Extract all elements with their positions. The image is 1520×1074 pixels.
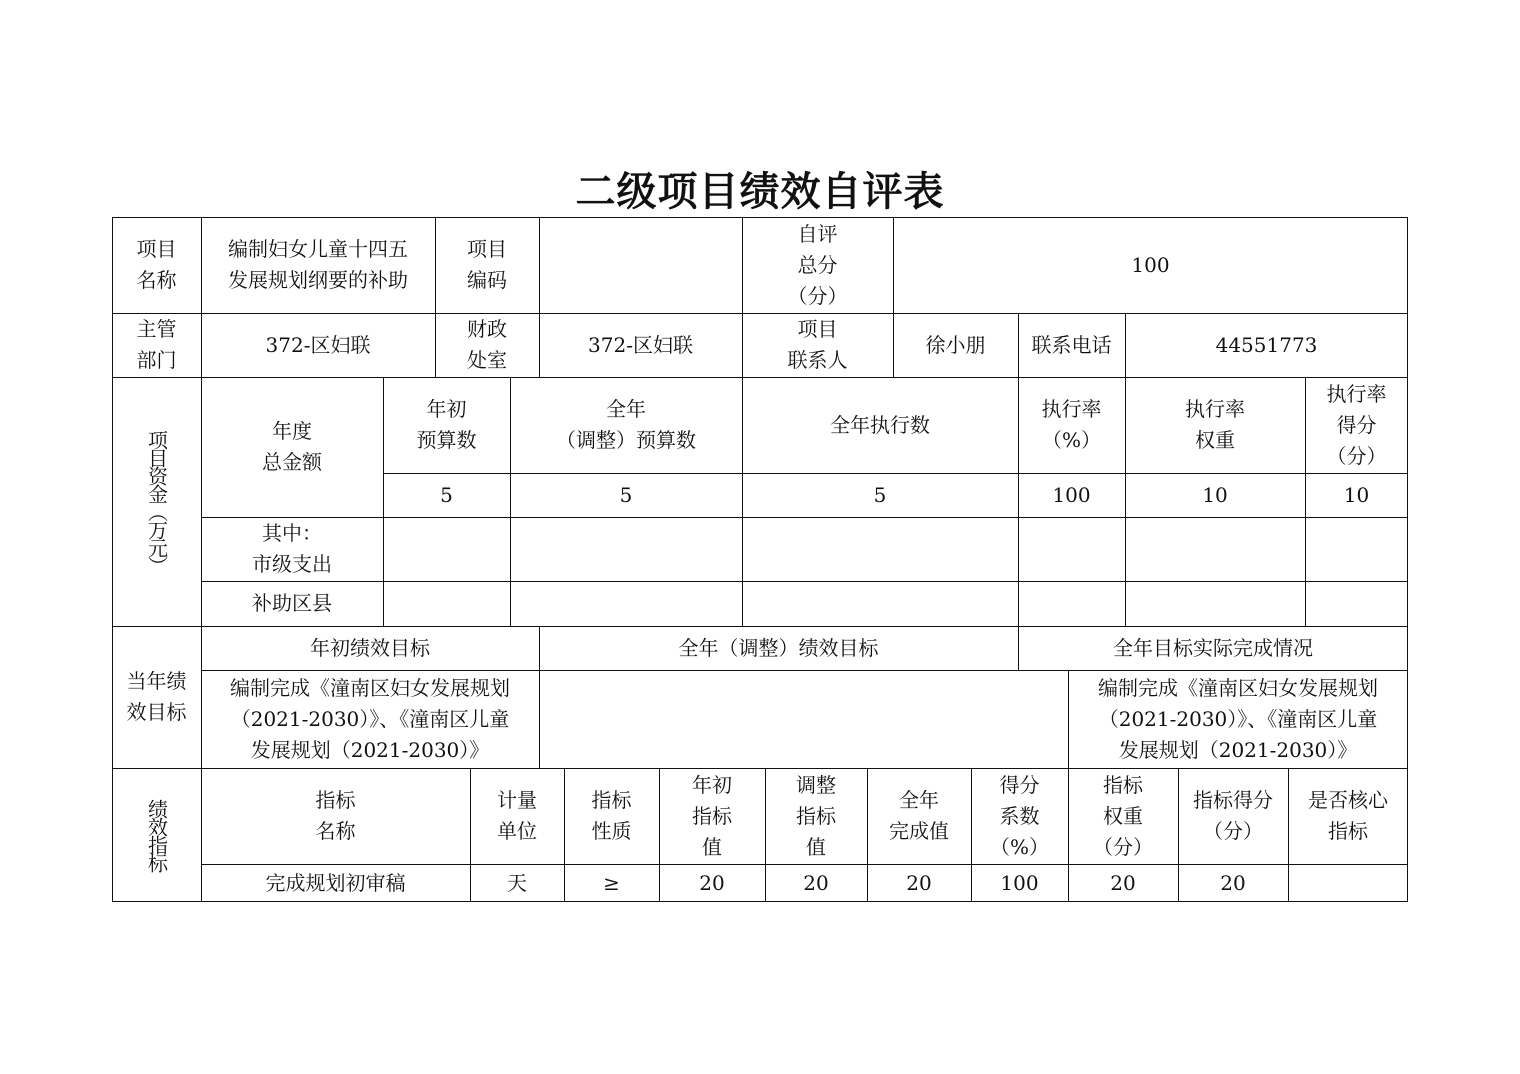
- phone-label: 联系电话: [1031, 332, 1112, 357]
- funds-weight-value: 10: [1202, 482, 1228, 507]
- rule: [1125, 313, 1126, 626]
- ind-core-header: 是否核心 指标: [1308, 788, 1388, 843]
- ind-row-unit: 天: [507, 870, 527, 895]
- project-code-value: [539, 217, 742, 313]
- goals-adjusted-header: 全年（调整）绩效目标: [678, 635, 879, 660]
- project-name-label: 项目 名称: [136, 237, 177, 292]
- funds-executed-value: 5: [873, 482, 887, 507]
- contact-label: 项目 联系人: [787, 317, 848, 372]
- rule: [1068, 670, 1069, 902]
- funds-initial-header: 年初 预算数: [416, 397, 477, 452]
- ind-score-header: 指标得分 （分）: [1193, 788, 1273, 843]
- contact-value: 徐小朋: [925, 332, 986, 357]
- ind-row-adjusted: 20: [803, 870, 829, 895]
- funds-score-header: 执行率 得分 （分）: [1326, 381, 1387, 468]
- self-score-value: 100: [1131, 252, 1170, 277]
- ind-adjusted-header: 调整 指标 值: [796, 772, 836, 859]
- goals-initial-value: 编制完成《潼南区妇女发展规划 （2021-2030）》、《潼南区儿童 发展规划（2021-2030）》: [230, 675, 510, 762]
- rule: [539, 217, 540, 377]
- ind-name-header: 指标 名称: [315, 788, 356, 843]
- rule: [470, 768, 471, 902]
- ind-nature-header: 指标 性质: [591, 788, 632, 843]
- funds-county-label: 补助区县: [252, 591, 332, 615]
- self-score-label: 自评 总分 （分）: [787, 221, 848, 308]
- rule: [112, 377, 1408, 378]
- ind-row-nature: ≥: [603, 870, 620, 895]
- ind-coef-header: 得分 系数 （%）: [989, 772, 1049, 859]
- phone-value: 44551773: [1215, 332, 1318, 357]
- rule: [1305, 377, 1306, 626]
- funds-adjusted-header: 全年 （调整）预算数: [556, 397, 696, 452]
- ind-completed-header: 全年 完成值: [889, 788, 949, 843]
- rule: [971, 768, 972, 902]
- goals-actual-header: 全年目标实际完成情况: [1113, 635, 1313, 660]
- rule: [201, 864, 1408, 865]
- ind-row-core: [1288, 864, 1408, 902]
- ind-row-completed: 20: [906, 870, 932, 895]
- ind-row-name: 完成规划初审稿: [265, 870, 406, 895]
- rule: [765, 768, 766, 902]
- rule: [659, 768, 660, 902]
- rule: [564, 768, 565, 902]
- rule: [112, 768, 1408, 769]
- funds-rate-header: 执行率 （%）: [1041, 397, 1102, 452]
- funds-city-label: 其中： 市级支出: [252, 521, 332, 576]
- goals-actual-value: 编制完成《潼南区妇女发展规划 （2021-2030）》、《潼南区儿童 发展规划（2021-2030）》: [1098, 675, 1378, 762]
- goals-initial-header: 年初绩效目标: [310, 635, 430, 660]
- rule: [1018, 313, 1019, 670]
- rule: [112, 626, 1408, 627]
- funds-side-text: 项目资金（万元）: [144, 429, 169, 574]
- rule: [539, 626, 540, 768]
- funds-initial-value: 5: [440, 482, 453, 507]
- ind-row-score: 20: [1220, 870, 1246, 895]
- ind-weight-header: 指标 权重 （分）: [1093, 772, 1153, 859]
- rule: [1178, 768, 1179, 902]
- rule: [435, 217, 436, 377]
- project-code-label: 项目 编码: [467, 237, 507, 292]
- finance-office-value: 372-区妇联: [588, 332, 693, 357]
- project-name-value: 编制妇女儿童十四五 发展规划纲要的补助: [228, 237, 408, 292]
- funds-weight-header: 执行率 权重: [1185, 397, 1245, 452]
- rule: [510, 377, 511, 626]
- ind-row-weight: 20: [1110, 870, 1136, 895]
- ind-row-initial: 20: [699, 870, 725, 895]
- goals-side-label: 当年绩 效目标: [126, 669, 187, 724]
- rule: [383, 377, 384, 626]
- rule: [383, 473, 1408, 474]
- indicators-side-text: 绩效指标: [144, 799, 169, 871]
- rule: [112, 313, 1408, 314]
- funds-score-value: 10: [1343, 482, 1370, 507]
- rule: [893, 217, 894, 377]
- rule: [867, 768, 868, 902]
- rule: [201, 670, 1408, 671]
- funds-total-header: 年度 总金额: [262, 419, 322, 474]
- funds-rate-value: 100: [1052, 482, 1091, 507]
- finance-office-label: 财政 处室: [467, 317, 507, 372]
- rule: [201, 217, 202, 902]
- ind-initial-header: 年初 指标 值: [692, 772, 732, 859]
- funds-adjusted-value: 5: [619, 482, 633, 507]
- goals-adjusted-value: [539, 670, 1068, 768]
- dept-label: 主管 部门: [136, 317, 177, 372]
- rule: [1288, 768, 1289, 902]
- funds-executed-header: 全年执行数: [830, 412, 930, 437]
- ind-unit-header: 计量 单位: [497, 788, 537, 843]
- funds-side-label: [112, 377, 201, 626]
- indicators-side-label: [112, 768, 201, 902]
- ind-row-coef: 100: [1000, 870, 1039, 895]
- page-title: 二级项目绩效自评表: [575, 169, 945, 215]
- dept-value: 372-区妇联: [265, 332, 371, 357]
- rule: [742, 217, 743, 626]
